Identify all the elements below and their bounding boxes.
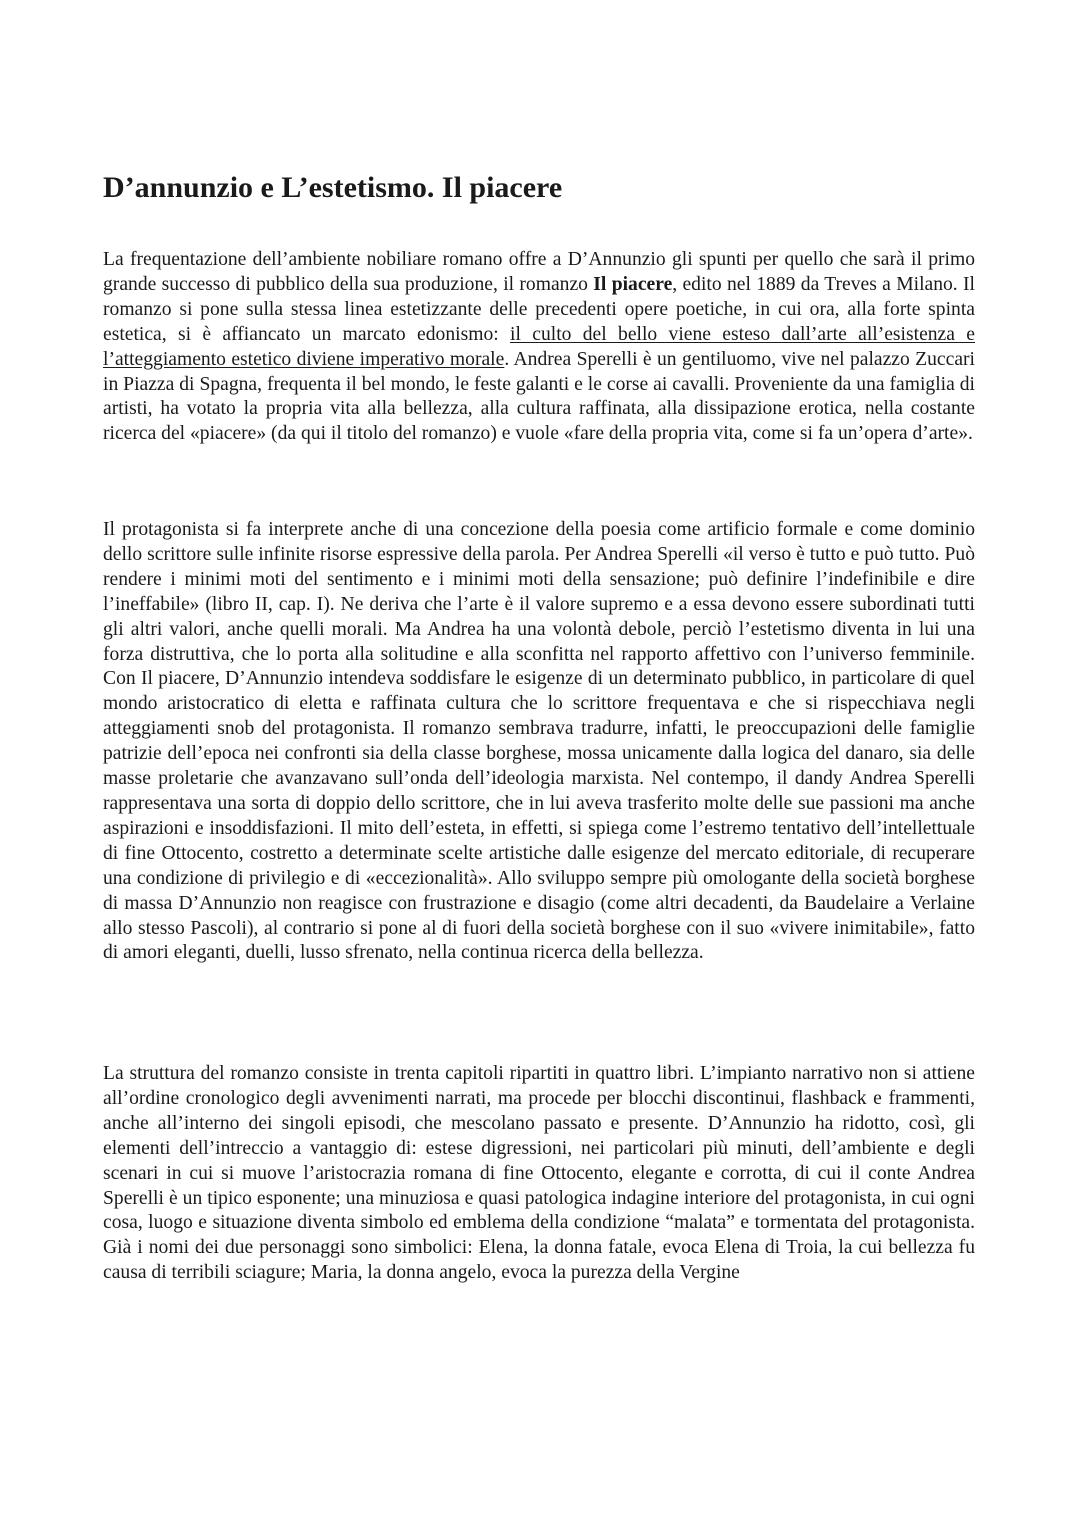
document-title: D’annunzio e L’estetismo. Il piacere bbox=[103, 171, 563, 204]
paragraph-intro-text-c: . Andrea Sperelli è un gentiluomo, vive nel palazzo Zuccari in Piazza di Spagna, frequenta il bel mondo, le feste galanti e le corse ai cavalli. Proveniente da una famiglia di artisti, ha votato la propria vita alla bellezza, alla cultura raffinata, alla dissipazione erotica, nella costante ricerca del «piacere» (da qui il titolo del romanzo) e vuole «fare della propria vita, come si fa un’opera d’arte». bbox=[103, 348, 975, 445]
paragraph-intro-text-b: , edito nel 1889 da Treves a Milano. Il romanzo si pone sulla stessa linea estetizzante delle precedenti opere poetiche, in cui ora, alla forte spinta estetica, si è affiancato un marcato edonismo: bbox=[103, 273, 975, 345]
paragraph-intro bbox=[103, 248, 975, 447]
novel-title-bold: Il piacere bbox=[593, 273, 673, 295]
paragraph-structure: La struttura del romanzo consiste in trenta capitoli ripartiti in quattro libri. L’impianto narrativo non si attiene all’ordine cronologico degli avvenimenti narrati, ma procede per blocchi discontinui, flashback e frammenti, anche all’interno dei singoli episodi, che mescolano passato e presente. D’Annunzio ha ridotto, così, gli elementi dell’intreccio a vantaggio di: estese digressioni, nei particolari più minuti, dell’ambiente e degli scenari in cui si muove l’aristocrazia romana di fine Ottocento, elegante e corrotta, di cui il conte Andrea Sperelli è un tipico esponente; una minuziosa e quasi patologica indagine interiore del protagonista, in cui ogni cosa, luogo e situazione diventa simbolo ed emblema della condizione “malata” e tormentata del protagonista. Già i nomi dei due personaggi sono simbolici: Elena, la donna fatale, evoca Elena di Troia, la cui bellezza fu causa di terribili sciagure; Maria, la donna angelo, evoca la purezza della Vergine bbox=[103, 1063, 975, 1284]
paragraph-intro-text-a: La frequentazione dell’ambiente nobiliare romano offre a D’Annunzio gli spunti per quello che sarà il primo grande successo di pubblico della sua produzione, il romanzo bbox=[103, 249, 975, 295]
underlined-passage: il culto del bello viene esteso dall’arte all’esistenza e l’atteggiamento estetico diviene imperativo morale bbox=[103, 323, 975, 370]
paragraph-protagonist: Il protagonista si fa interprete anche di una concezione della poesia come artificio formale e come dominio dello scrittore sulle infinite risorse espressive della parola. Per Andrea Sperelli «il verso è tutto e può tutto. Può rendere i minimi moti del sentimento e i minimi moti della sensazione; può definire l’indefinibile e dire l’ineffabile» (libro II, cap. I). Ne deriva che l’arte è il valore supremo e a essa devono essere subordinati tutti gli altri valori, anche quelli morali. Ma Andrea ha una volontà debole, perciò l’estetismo diventa in lui una forza distruttiva, che lo porta alla solitudine e alla sconfitta nel rapporto affettivo con l’universo femminile. Con Il piacere, D’Annunzio intendeva soddisfare le esigenze di un determinato pubblico, in particolare di quel mondo aristocratico di eletta e raffinata cultura che lo scrittore frequentava e che si rispecchiava negli atteggiamenti snob del protagonista. Il romanzo sembrava tradurre, infatti, le preoccupazioni delle famiglie patrizie dell’epoca nei confronti sia della classe borghese, mossa unicamente dalla logica del danaro, sia delle masse proletarie che avanzavano sull’onda dell’ideologia marxista. Nel contempo, il dandy Andrea Sperelli rappresentava una sorta di doppio dello scrittore, che in lui aveva trasferito molte delle sue passioni ma anche aspirazioni e insoddisfazioni. Il mito dell’esteta, in effetti, si spiega come l’estremo tentativo dell’intellettuale di fine Ottocento, costretto a determinate scelte artistiche dalle esigenze del mercato editoriale, di recuperare una condizione di privilegio e di «eccezionalità». Allo sviluppo sempre più omologante della società borghese di massa D’Annunzio non reagisce con frustrazione e disagio (come altri decadenti, da Baudelaire a Verlaine allo stesso Pascoli), al contrario si pone al di fuori della società borghese con il suo «vivere inimitabile», fatto di amori eleganti, duelli, lusso sfrenato, nella continua ricerca della bellezza. bbox=[103, 519, 975, 964]
